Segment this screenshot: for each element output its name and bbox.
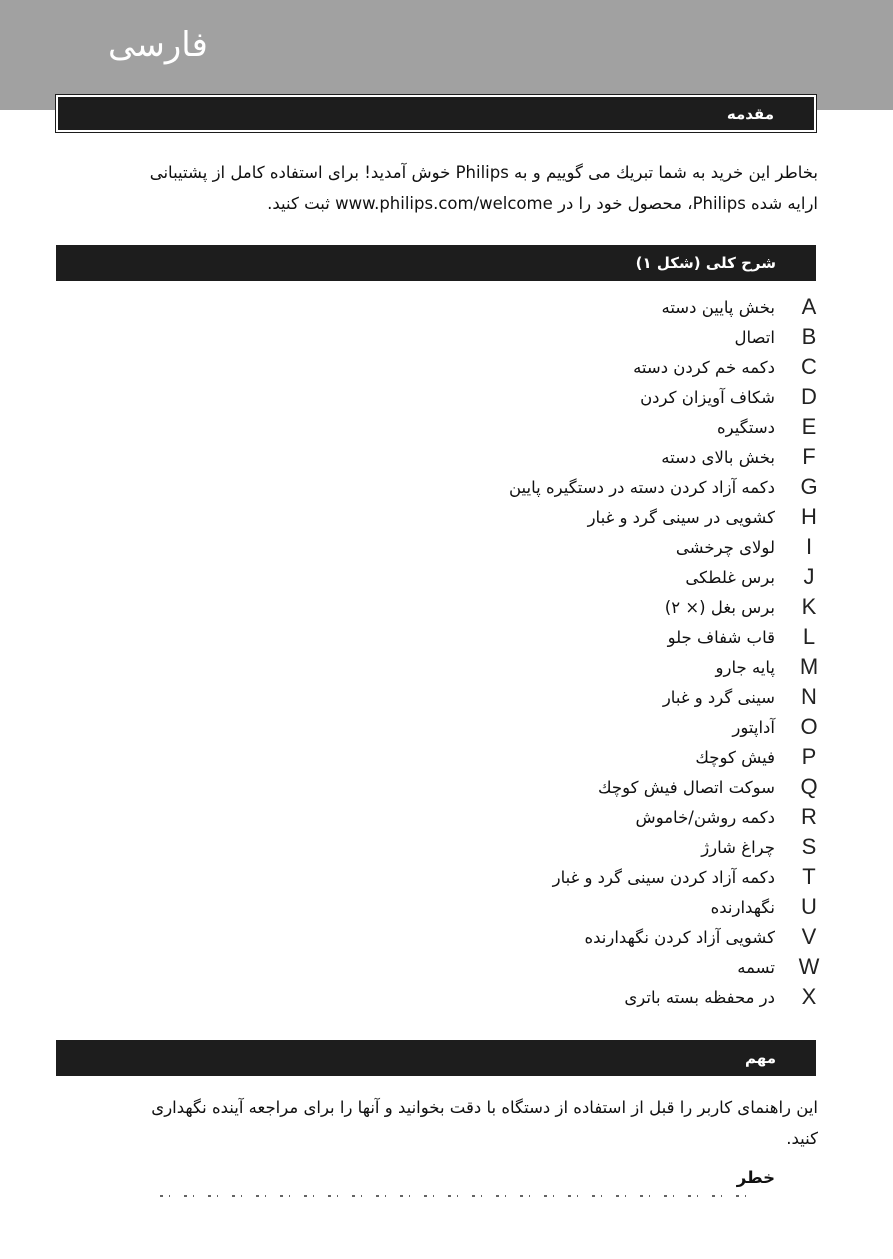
part-letter: A [801,294,817,319]
part-label: دکمه روشن/خاموش [635,808,775,827]
part-letter: C [801,354,817,379]
list-item [0,982,893,1012]
part-label: چراغ شارژ [701,838,775,857]
part-label: دکمه آزاد کردن سینی گرد و غبار [552,868,775,887]
list-item [0,952,893,982]
part-letter: W [798,954,820,979]
part-label: شکاف آویزان کردن [640,388,775,407]
part-label: دکمه خم کردن دسته [633,358,775,377]
list-item [0,502,893,532]
part-label: تسمه [737,958,775,977]
intro-line-2: ارایه شده Philips، محصول خود را در www.philips.com/welcome ثبت كنید. [267,194,818,213]
part-letter: M [799,654,819,679]
part-label: پایه جارو [715,658,775,677]
part-letter: E [801,414,817,439]
header-band [0,0,893,110]
important-heading: مهم [745,1049,776,1067]
part-label: نگهدارنده [710,898,775,917]
list-item [0,292,893,322]
part-letter: F [802,444,816,469]
list-item [0,892,893,922]
part-letter: H [801,504,817,529]
list-item [0,862,893,892]
part-label: فیش کوچك [695,748,775,767]
general-heading: شرح کلی (شکل ۱) [635,254,776,272]
part-label: اتصال [734,328,775,347]
list-item [0,322,893,352]
part-label: بخش بالای دسته [661,448,775,467]
list-item [0,532,893,562]
list-item [0,472,893,502]
list-item [0,922,893,952]
part-letter: O [800,714,818,739]
intro-heading: مقدمه [726,104,774,123]
part-label: سوکت اتصال فیش کوچك [597,778,775,797]
list-item [0,802,893,832]
list-item [0,652,893,682]
part-label: آداپتور [732,718,775,737]
intro-paragraph [56,157,818,219]
part-letter: R [801,804,817,829]
part-label: قاب شفاف جلو [667,628,775,647]
important-line-1: این راهنمای کاربر را قبل از استفاده از دستگاه با دقت بخوانید و آنها را برای مراجعه آینده نگهداری [151,1098,818,1117]
part-letter: P [801,744,817,769]
part-label: برس بغل (× ۲) [664,598,775,617]
language-title: فارسی [108,25,208,65]
list-item [0,742,893,772]
part-letter: U [801,894,817,919]
part-label: کشویی آزاد کردن نگهدارنده [584,928,775,947]
list-item [0,442,893,472]
danger-heading: خطر [736,1168,775,1187]
part-letter: I [805,534,813,559]
part-letter: V [801,924,817,949]
part-label: در محفظه بسته باتری [624,988,775,1007]
part-letter: J [803,564,815,589]
part-letter: T [802,864,816,889]
part-letter: G [800,474,818,499]
list-item [0,682,893,712]
list-item [0,622,893,652]
list-item [0,382,893,412]
list-item [0,712,893,742]
part-letter: X [801,984,817,1009]
part-letter: K [801,594,817,619]
list-item [0,412,893,442]
list-item [0,832,893,862]
part-letter: S [801,834,817,859]
part-label: لولای چرخشی [675,538,775,557]
part-letter: D [801,384,817,409]
part-label: دکمه آزاد کردن دسته در دستگیره پایین [508,478,775,497]
important-section-bar [56,1040,816,1076]
cut-off-text-line [160,1195,760,1203]
part-letter: Q [800,774,818,799]
general-section-bar [56,245,816,281]
intro-section-bar [56,95,816,132]
list-item [0,562,893,592]
part-label: دستگیره [717,418,775,437]
part-letter: L [802,624,816,649]
important-line-2: کنید. [786,1129,818,1148]
important-paragraph [56,1092,818,1154]
part-letter: N [801,684,817,709]
part-label: برس غلطکی [685,568,775,587]
part-label: کشویی در سینی گرد و غبار [587,508,775,527]
part-label: سینی گرد و غبار [662,688,775,707]
part-label: بخش پایین دسته [661,298,775,317]
list-item [0,352,893,382]
part-letter: B [801,324,817,349]
intro-line-1: بخاطر این خرید به شما تبریك می گوییم و به Philips خوش آمدید! برای استفاده كامل از پشتیبانی [149,163,818,182]
list-item [0,592,893,622]
list-item [0,772,893,802]
